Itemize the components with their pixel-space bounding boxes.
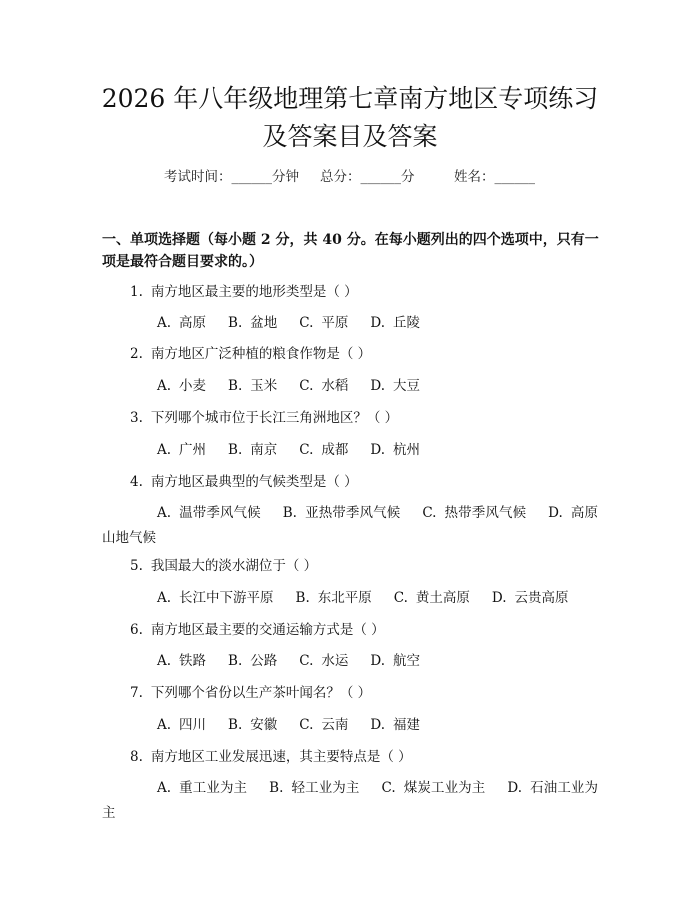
- question-number: 2.: [130, 346, 143, 362]
- option-text: 大豆: [393, 378, 421, 394]
- option-text: 杭州: [393, 442, 421, 458]
- question-stem: 南方地区工业发展迅速，其主要特点是（ ）: [150, 749, 412, 765]
- question-stem: 我国最大的淡水湖位于（ ）: [150, 558, 318, 574]
- question-stem: 南方地区最典型的气候类型是（ ）: [150, 474, 358, 490]
- question-8: [130, 747, 412, 767]
- question-5: [130, 556, 317, 576]
- option-d[interactable]: [370, 313, 420, 333]
- option-text: 云南: [321, 717, 349, 733]
- option-text: 航空: [393, 653, 421, 669]
- option-a[interactable]: [157, 313, 206, 333]
- option-a[interactable]: [157, 651, 206, 671]
- question-3: [130, 408, 398, 428]
- option-c[interactable]: [299, 715, 348, 735]
- option-letter: B.: [228, 315, 243, 331]
- option-letter: B.: [269, 780, 284, 796]
- option-b[interactable]: [228, 715, 277, 735]
- section-heading: 一、单项选择题（每小题 2 分，共 40 分。在每小题列出的四个选项中，只有一项是最符合题目要求的。）: [102, 232, 599, 270]
- option-letter: D.: [491, 590, 507, 606]
- student-name-label: 姓名：______: [454, 169, 535, 185]
- option-text: 重工业为主: [179, 780, 248, 796]
- option-letter: B.: [282, 505, 297, 521]
- option-letter: D.: [507, 780, 523, 796]
- question-number: 5.: [130, 558, 143, 574]
- option-letter: A.: [157, 590, 172, 606]
- question-number: 1.: [130, 284, 143, 300]
- option-text: 丘陵: [393, 315, 421, 331]
- question-8-options: [102, 776, 598, 826]
- option-letter: B.: [295, 590, 310, 606]
- page-title-line-2: 及答案目及答案: [262, 122, 438, 151]
- option-letter: A.: [157, 505, 172, 521]
- option-letter: A.: [157, 378, 172, 394]
- question-number: 6.: [130, 622, 143, 638]
- option-text: 铁路: [179, 653, 207, 669]
- option-text: 四川: [179, 717, 207, 733]
- option-a[interactable]: [157, 588, 274, 608]
- option-text: 东北平原: [317, 590, 372, 606]
- option-text: 水运: [321, 653, 349, 669]
- option-letter: C.: [299, 315, 314, 331]
- option-c[interactable]: [394, 588, 470, 608]
- question-stem: 下列哪个省份以生产茶叶闻名？（ ）: [150, 685, 372, 701]
- option-text: 煤炭工业为主: [403, 780, 486, 796]
- option-c[interactable]: [299, 440, 348, 460]
- option-text: 高原山地气候: [102, 505, 599, 546]
- total-score-label: 总分：______分: [320, 169, 415, 185]
- option-d[interactable]: [370, 715, 420, 735]
- question-2-options: [157, 376, 442, 396]
- question-1-options: [157, 313, 442, 333]
- question-7: [130, 683, 371, 703]
- question-1: [130, 282, 358, 302]
- question-5-options: [157, 588, 591, 608]
- option-text: 长江中下游平原: [179, 590, 274, 606]
- option-letter: B.: [228, 717, 243, 733]
- question-stem: 南方地区最主要的地形类型是（ ）: [150, 284, 358, 300]
- option-letter: C.: [381, 780, 396, 796]
- option-text: 公路: [250, 653, 278, 669]
- option-text: 云贵高原: [514, 590, 569, 606]
- option-letter: A.: [157, 717, 172, 733]
- option-b[interactable]: [296, 588, 372, 608]
- question-4: [130, 472, 358, 492]
- option-text: 石油工业为主: [102, 780, 599, 821]
- option-letter: B.: [228, 442, 243, 458]
- question-2: [130, 344, 371, 364]
- question-stem: 下列哪个城市位于长江三角洲地区？（ ）: [150, 410, 399, 426]
- option-text: 水稻: [321, 378, 349, 394]
- option-letter: A.: [157, 442, 172, 458]
- option-letter: D.: [370, 378, 386, 394]
- option-text: 温带季风气候: [179, 505, 261, 521]
- option-d[interactable]: [370, 376, 420, 396]
- question-3-options: [157, 440, 442, 460]
- option-a[interactable]: [157, 440, 206, 460]
- option-b[interactable]: [283, 505, 401, 521]
- question-stem: 南方地区广泛种植的粮食作物是（ ）: [150, 346, 372, 362]
- question-number: 3.: [130, 410, 143, 426]
- option-a[interactable]: [157, 505, 261, 521]
- question-7-options: [157, 715, 442, 735]
- option-letter: A.: [157, 315, 172, 331]
- option-a[interactable]: [157, 780, 247, 796]
- option-a[interactable]: [157, 715, 206, 735]
- option-b[interactable]: [269, 780, 359, 796]
- page-title-line-1: 2026 年八年级地理第七章南方地区专项练习: [101, 84, 599, 113]
- option-text: 轻工业为主: [291, 780, 360, 796]
- option-d[interactable]: [492, 588, 569, 608]
- exam-time-label: 考试时间：______分钟: [164, 169, 299, 185]
- option-text: 广州: [179, 442, 207, 458]
- option-b[interactable]: [228, 376, 277, 396]
- option-c[interactable]: [299, 313, 348, 333]
- option-text: 亚热带季风气候: [304, 505, 401, 521]
- option-text: 小麦: [179, 378, 207, 394]
- question-number: 4.: [130, 474, 143, 490]
- option-text: 热带季风气候: [444, 505, 527, 521]
- option-text: 成都: [321, 442, 349, 458]
- option-letter: B.: [228, 653, 243, 669]
- question-stem: 南方地区最主要的交通运输方式是（ ）: [150, 622, 385, 638]
- option-b[interactable]: [228, 313, 277, 333]
- option-c[interactable]: [299, 651, 348, 671]
- option-letter: C.: [299, 717, 314, 733]
- option-b[interactable]: [228, 651, 277, 671]
- option-text: 南京: [250, 442, 278, 458]
- option-c[interactable]: [299, 376, 348, 396]
- option-text: 安徽: [250, 717, 278, 733]
- option-letter: D.: [370, 442, 386, 458]
- option-c[interactable]: [382, 780, 486, 796]
- option-letter: A.: [157, 653, 172, 669]
- option-letter: C.: [422, 505, 437, 521]
- question-number: 7.: [130, 685, 143, 701]
- option-text: 平原: [321, 315, 349, 331]
- question-4-options: [102, 501, 598, 551]
- option-text: 盆地: [250, 315, 278, 331]
- option-letter: C.: [299, 442, 314, 458]
- question-6-options: [157, 651, 442, 671]
- option-letter: C.: [299, 653, 314, 669]
- option-c[interactable]: [422, 505, 526, 521]
- option-text: 玉米: [250, 378, 278, 394]
- question-6: [130, 620, 385, 640]
- option-text: 福建: [393, 717, 421, 733]
- option-a[interactable]: [157, 376, 206, 396]
- option-letter: D.: [548, 505, 563, 521]
- option-d[interactable]: [370, 440, 420, 460]
- option-letter: D.: [370, 315, 386, 331]
- option-text: 高原: [179, 315, 207, 331]
- option-b[interactable]: [228, 440, 277, 460]
- option-letter: D.: [370, 717, 386, 733]
- option-d[interactable]: [370, 651, 420, 671]
- question-number: 8.: [130, 749, 143, 765]
- option-letter: C.: [299, 378, 314, 394]
- option-letter: D.: [370, 653, 386, 669]
- option-text: 黄土高原: [415, 590, 470, 606]
- option-letter: B.: [228, 378, 243, 394]
- option-letter: C.: [393, 590, 408, 606]
- option-letter: A.: [157, 780, 172, 796]
